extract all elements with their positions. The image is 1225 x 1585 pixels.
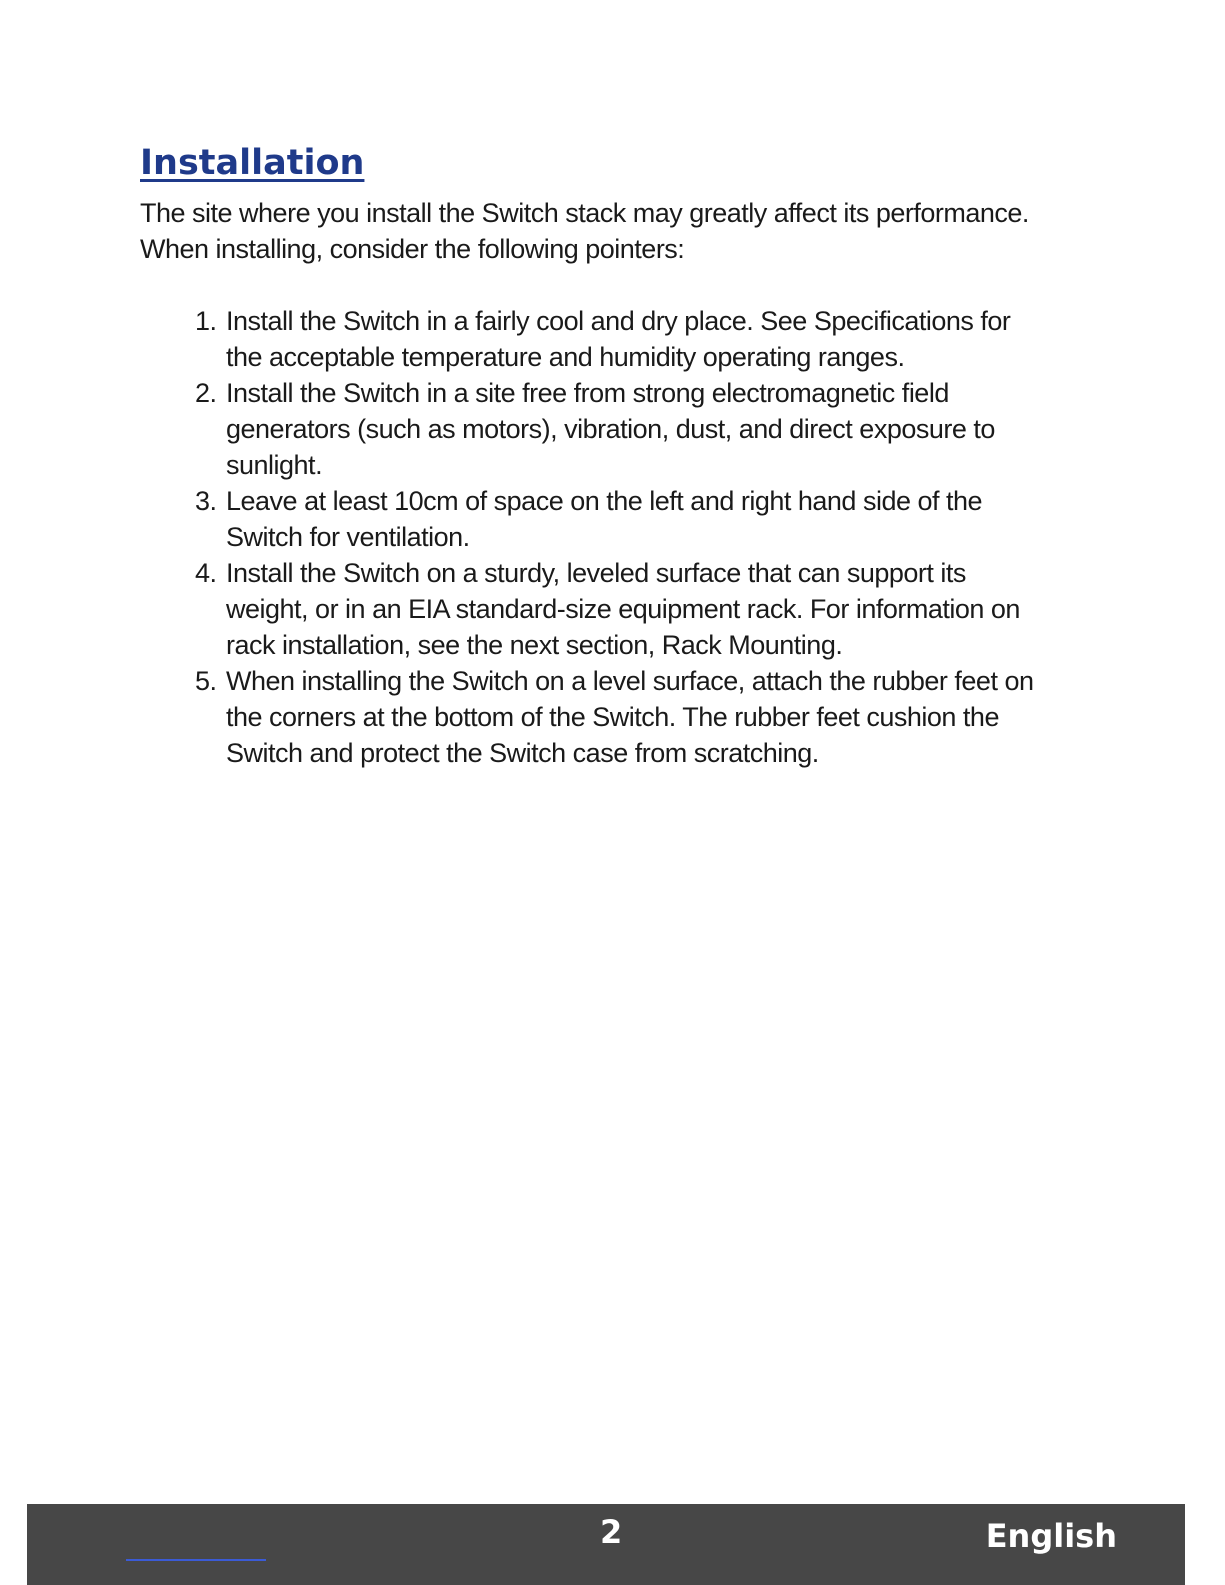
intro-line: When installing, consider the following pointers: xyxy=(140,234,685,264)
pointer-line: sunlight. xyxy=(226,450,323,480)
pointer-number: 3. xyxy=(195,486,217,516)
pointer-number: 2. xyxy=(195,378,217,408)
pointer-number: 1. xyxy=(195,306,217,336)
page-number: 2 xyxy=(600,1513,623,1551)
pointer-line: Install the Switch on a sturdy, leveled surface that can support its xyxy=(226,558,966,588)
pointer-line: rack installation, see the next section, Rack Mounting. xyxy=(226,630,843,660)
pointer-number: 4. xyxy=(195,558,217,588)
pointer-line: the acceptable temperature and humidity operating ranges. xyxy=(226,342,905,372)
pointer-line: Switch and protect the Switch case from scratching. xyxy=(226,738,819,768)
pointer-line: When installing the Switch on a level surface, attach the rubber feet on xyxy=(226,666,1034,696)
pointer-line: weight, or in an EIA standard-size equipment rack. For information on xyxy=(226,594,1020,624)
pointer-line: Leave at least 10cm of space on the left and right hand side of the xyxy=(226,486,983,516)
pointer-line: Install the Switch in a fairly cool and dry place. See Specifications for xyxy=(226,306,1011,336)
pointer-number: 5. xyxy=(195,666,217,696)
intro-line: The site where you install the Switch stack may greatly affect its performance. xyxy=(140,198,1029,228)
intro-paragraph xyxy=(140,195,1100,267)
pointer-line: Install the Switch in a site free from strong electromagnetic field xyxy=(226,378,949,408)
pointer-item-4 xyxy=(195,555,1095,663)
pointer-line: generators (such as motors), vibration, dust, and direct exposure to xyxy=(226,414,995,444)
pointer-item-2 xyxy=(195,375,1095,483)
footer-link-underline xyxy=(126,1559,266,1561)
pointer-item-1 xyxy=(195,303,1095,375)
pointer-line: Switch for ventilation. xyxy=(226,522,470,552)
pointer-item-3 xyxy=(195,483,1095,555)
pointer-item-5 xyxy=(195,663,1095,771)
footer-bar xyxy=(27,1504,1185,1585)
pointer-line: the corners at the bottom of the Switch. The rubber feet cushion the xyxy=(226,702,999,732)
installation-pointers-list xyxy=(195,303,1095,771)
page-title: Installation xyxy=(140,143,365,183)
language-label: English xyxy=(985,1517,1117,1555)
